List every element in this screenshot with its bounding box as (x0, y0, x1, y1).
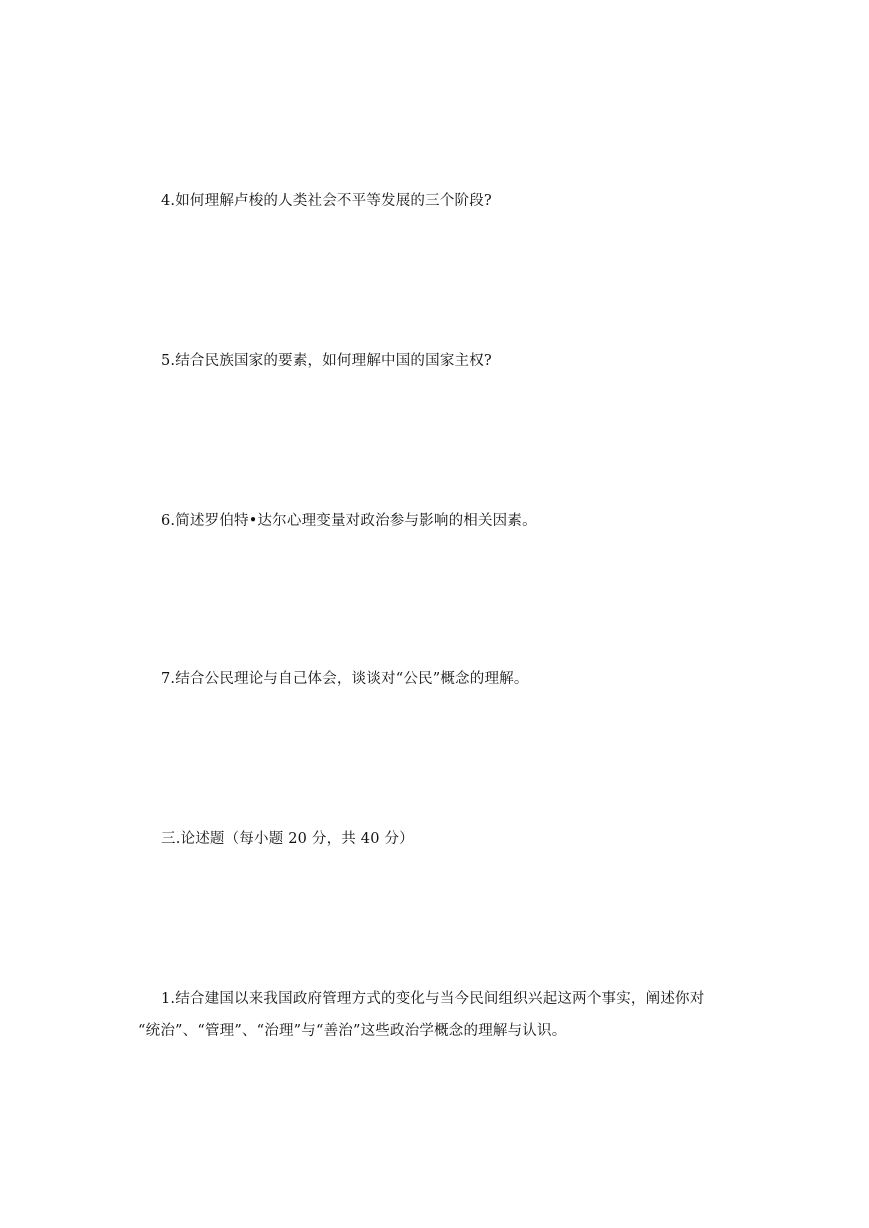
question-7: 7.结合公民理论与自己体会，谈谈对“公民”概念的理解。 (161, 671, 529, 687)
question-4: 4.如何理解卢梭的人类社会不平等发展的三个阶段? (161, 193, 492, 209)
essay-question-1-line-1: 1.结合建国以来我国政府管理方式的变化与当今民间组织兴起这两个事实，阐述你对 (161, 991, 705, 1007)
question-5: 5.结合民族国家的要素，如何理解中国的国家主权? (161, 353, 492, 369)
section-3-heading: 三.论述题（每小题 20 分，共 40 分） (161, 831, 414, 847)
question-6: 6.简述罗伯特•达尔心理变量对政治参与影响的相关因素。 (161, 513, 537, 529)
essay-question-1-line-2: “统治”、“管理”、“治理”与“善治”这些政治学概念的理解与认识。 (138, 1023, 567, 1039)
